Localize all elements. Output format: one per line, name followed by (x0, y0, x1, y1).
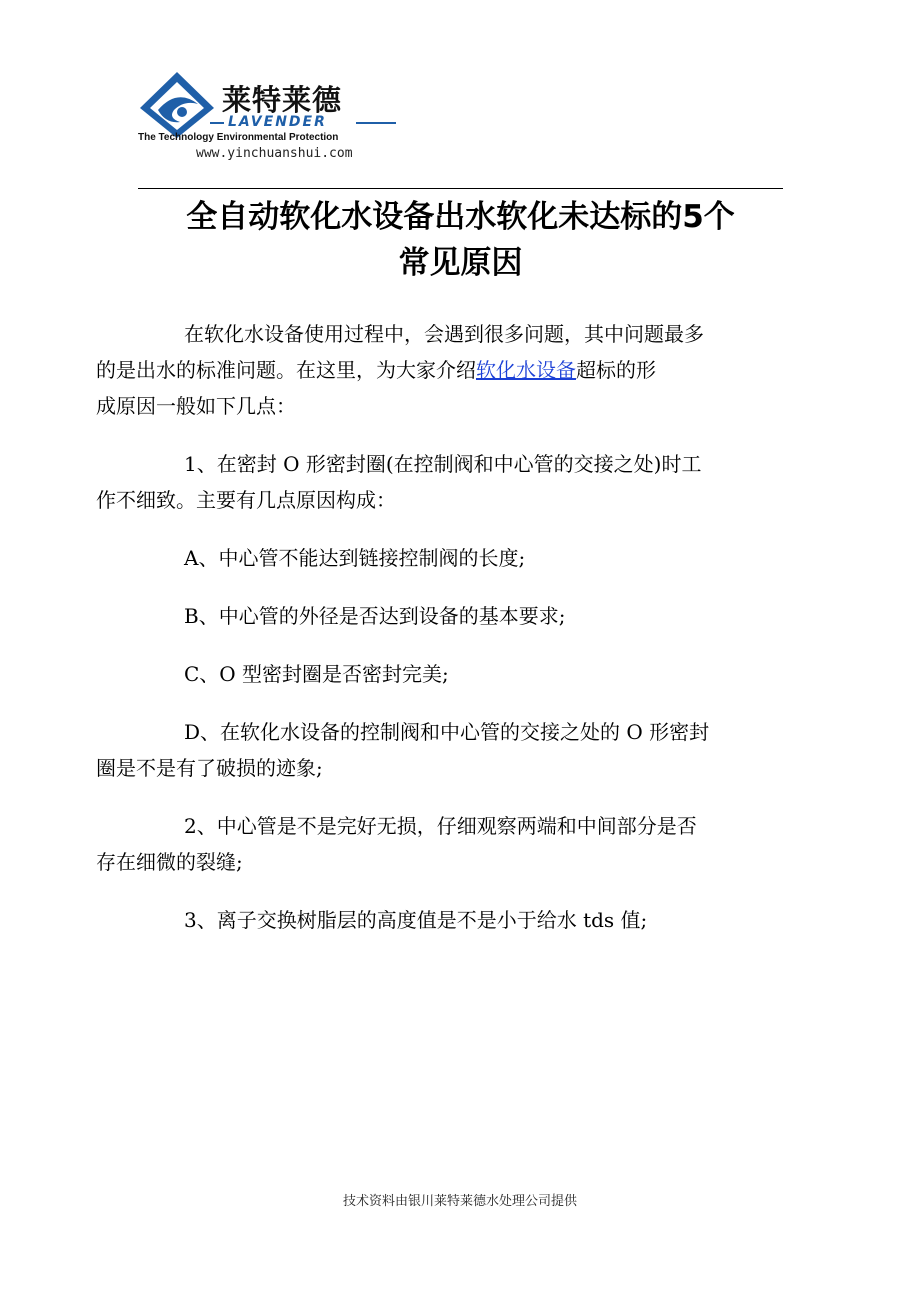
item-line: 2、中心管是不是完好无损，仔细观察两端和中间部分是否 (184, 814, 697, 838)
brand-line-right (356, 122, 396, 124)
website-url[interactable]: www.yinchuanshui.com (196, 146, 353, 161)
item-line: 作不细致。主要有几点原因构成： (96, 488, 396, 512)
brand-name-en: LAVENDER (228, 114, 327, 130)
item-line: 存在细微的裂缝; (96, 850, 243, 874)
page-footer: 技术资料由银川莱特莱德水处理公司提供 (342, 1194, 577, 1209)
intro-paragraph (96, 316, 785, 424)
intro-line-3: 成原因一般如下几点： (96, 394, 296, 418)
item-line: 圈是不是有了破损的迹象; (96, 756, 323, 780)
company-header (138, 70, 398, 170)
list-item (96, 808, 785, 880)
item-line: 1、在密封 O 形密封圈(在控制阀和中心管的交接之处)时工 (184, 452, 702, 476)
softener-link[interactable]: 软化水设备 (476, 358, 576, 382)
brand-line-left (210, 122, 224, 124)
list-item (96, 714, 785, 786)
list-item (96, 446, 785, 518)
document-body (96, 316, 785, 960)
intro-line-2 (96, 352, 785, 388)
list-item (140, 598, 785, 634)
item-line: C、O 型密封圈是否密封完美; (184, 662, 449, 686)
header-divider (138, 188, 783, 189)
document-title (138, 194, 783, 286)
item-line: 3、离子交换树脂层的高度值是不是小于给水 tds 值; (184, 908, 648, 932)
brand-tagline: The Technology Environmental Protection (138, 132, 339, 143)
intro-line-2-tail: 超标的形 (576, 358, 656, 382)
title-line-1: 全自动软化水设备出水软化未达标的5个 (186, 199, 735, 235)
item-line: B、中心管的外径是否达到设备的基本要求; (184, 604, 566, 628)
list-item (140, 656, 785, 692)
brand-name-cn: 莱特莱德 (222, 83, 343, 117)
brand-name-en-row (210, 114, 396, 132)
list-item (140, 902, 785, 938)
company-logo-icon (138, 70, 216, 140)
intro-line-2-text: 的是出水的标准问题。在这里，为大家介绍 (96, 358, 476, 382)
intro-line-1: 在软化水设备使用过程中，会遇到很多问题，其中问题最多 (184, 322, 704, 346)
list-item (140, 540, 785, 576)
title-line-2: 常见原因 (398, 245, 523, 281)
item-line: A、中心管不能达到链接控制阀的长度; (184, 546, 526, 570)
item-line: D、在软化水设备的控制阀和中心管的交接之处的 O 形密封 (184, 720, 710, 744)
